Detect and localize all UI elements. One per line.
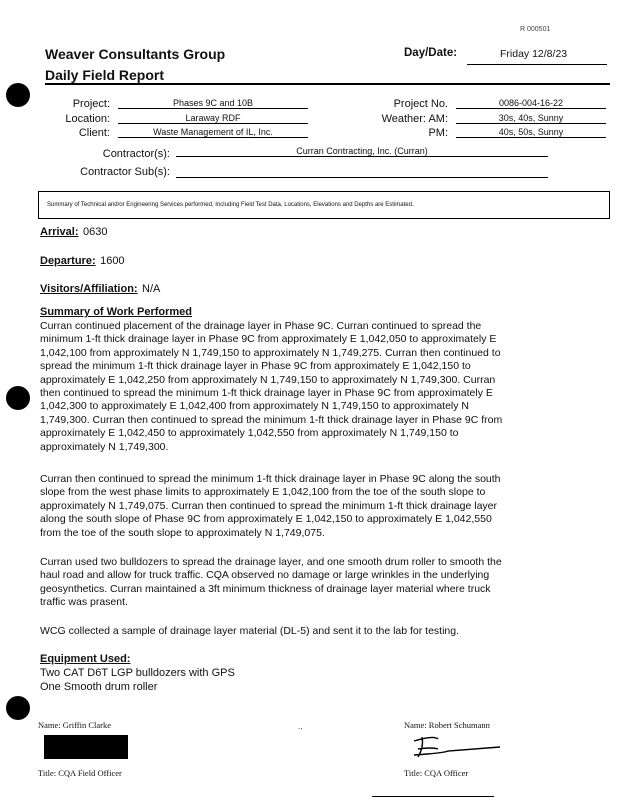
text-line: minimum 1-ft thick drainage layer in Phase 9C from approximately E 1,042,050 to approximately E: [40, 333, 497, 346]
work-heading: Summary of Work Performed: [40, 306, 193, 318]
equipment-item: Two CAT D6T LGP bulldozers with GPS: [40, 667, 235, 679]
text-line: 1,042,300 to approximately E 1,042,400 from approximately N 1,749,150 to approximately N: [40, 400, 469, 413]
project-no-value: 0086-004-16-22: [456, 98, 606, 109]
location-label: Location:: [65, 113, 110, 125]
bottom-rule: [372, 796, 494, 797]
binder-hole: [6, 83, 30, 107]
visitors-row: [40, 279, 160, 297]
arrival-value: 0630: [82, 226, 108, 238]
text-line: geosynthetics. Curran maintained a 3ft minimum thickness of drainage layer material where truck: [40, 582, 491, 595]
weather-am-label: Weather: AM:: [381, 113, 448, 125]
equipment-heading: Equipment Used:: [40, 653, 131, 665]
text-line: traffic was prasent.: [40, 596, 128, 609]
day-date-value: Friday 12/8/23: [500, 48, 568, 60]
work-paragraph-1: [40, 320, 612, 454]
text-line: approximately N 1,749,075. Curran then continued to spread the minimum 1-ft thick drainage layer: [40, 499, 497, 512]
text-line: haul road and allow for truck traffic. CQA observed no damage or large wrinkles in the underlying: [40, 569, 490, 582]
day-date-label: Day/Date:: [404, 47, 458, 59]
text-line: spread the minimum 1-ft thick drainage layer in Phase 9C from approximately E 1,042,150 to: [40, 360, 471, 373]
contractor-sub-label: Contractor Sub(s):: [80, 166, 170, 178]
dots: ..: [298, 722, 303, 731]
text-line: 1,042,100 from approximately N 1,749,150 to approximately N 1,749,275. Curran then continued to: [40, 346, 501, 359]
text-line: slope from the west phase limits to approximately E 1,042,100 from the toe of the south slope to: [40, 486, 486, 499]
contractor-sub-value: [176, 166, 548, 178]
visitors-value: N/A: [142, 283, 161, 295]
project-value: Phases 9C and 10B: [118, 98, 308, 109]
bates-number: R 000501: [520, 26, 551, 33]
header-divider: [45, 83, 610, 85]
text-line: Curran then continued to spread the minimum 1-ft thick drainage layer in Phase 9C along the south: [40, 473, 501, 485]
text-line: from the toe of the south slope to approximately N 1,749,075.: [40, 526, 325, 539]
departure-row: [40, 251, 125, 269]
left-signer-title: Title: CQA Field Officer: [38, 768, 122, 778]
signature-scribble: [404, 731, 504, 763]
right-signer-name: Name: Robert Schumann: [404, 720, 490, 730]
contractor-value: Curran Contracting, Inc. (Curran): [176, 146, 548, 157]
binder-hole: [6, 386, 30, 410]
contractor-label: Contractor(s):: [102, 148, 170, 160]
client-value: Waste Management of IL, Inc.: [118, 127, 308, 138]
arrival-label: Arrival:: [40, 226, 79, 238]
weather-pm-label: PM:: [428, 127, 448, 139]
summary-box-text: Summary of Technical and/or Engineering Services performed, Including Field Test Data, Locations, Elevations and Depths are Estimated.: [47, 202, 414, 208]
weather-pm-value: 40s, 50s, Sunny: [456, 127, 606, 138]
right-signer-title: Title: CQA Officer: [404, 768, 469, 778]
binder-hole: [6, 696, 30, 720]
text-line: along the south slope of Phase 9C from approximately E 1,042,150 to approximately E 1,042,550: [40, 513, 492, 526]
company-name: Weaver Consultants Group: [45, 46, 226, 62]
departure-value: 1600: [100, 255, 125, 267]
text-line: approximately N 1,749,300.: [40, 440, 169, 453]
project-no-label: Project No.: [393, 98, 448, 110]
redaction-block: [44, 735, 128, 759]
work-paragraph-4: [40, 625, 612, 638]
left-signer-name: Name: Griffin Clarke: [38, 720, 112, 730]
work-paragraph-2: [40, 473, 612, 540]
text-line: Curran used two bulldozers to spread the drainage layer, and one smooth drum roller to smooth the: [40, 556, 502, 568]
departure-label: Departure:: [40, 255, 96, 267]
arrival-row: [40, 222, 107, 240]
work-paragraph-3: [40, 556, 612, 610]
text-line: approximately E 1,042,250 from approximately N 1,749,150 to approximately N 1,749,300. Curran: [40, 373, 496, 386]
text-line: Curran continued placement of the drainage layer in Phase 9C. Curran continued to spread the: [40, 320, 482, 332]
day-date-underline: [467, 64, 607, 65]
text-line: WCG collected a sample of drainage layer material (DL-5) and sent it to the lab for testing.: [40, 625, 460, 637]
location-value: Laraway RDF: [118, 113, 308, 124]
visitors-label: Visitors/Affiliation:: [40, 283, 138, 295]
client-label: Client:: [78, 127, 110, 139]
text-line: then continued to spread the minimum 1-ft thick drainage layer in Phase 9C from approximately E: [40, 387, 493, 400]
weather-am-value: 30s, 40s, Sunny: [456, 113, 606, 124]
text-line: 1,749,300. Curran then continued to spread the minimum 1-ft thick drainage layer in Phase 9C from: [40, 413, 503, 426]
report-title: Daily Field Report: [45, 67, 165, 83]
text-line: approximately E 1,042,450 to approximately 1,042,550 from approximately N 1,749,150 to: [40, 427, 459, 440]
project-label: Project:: [72, 98, 110, 110]
equipment-item: One Smooth drum roller: [40, 681, 158, 693]
